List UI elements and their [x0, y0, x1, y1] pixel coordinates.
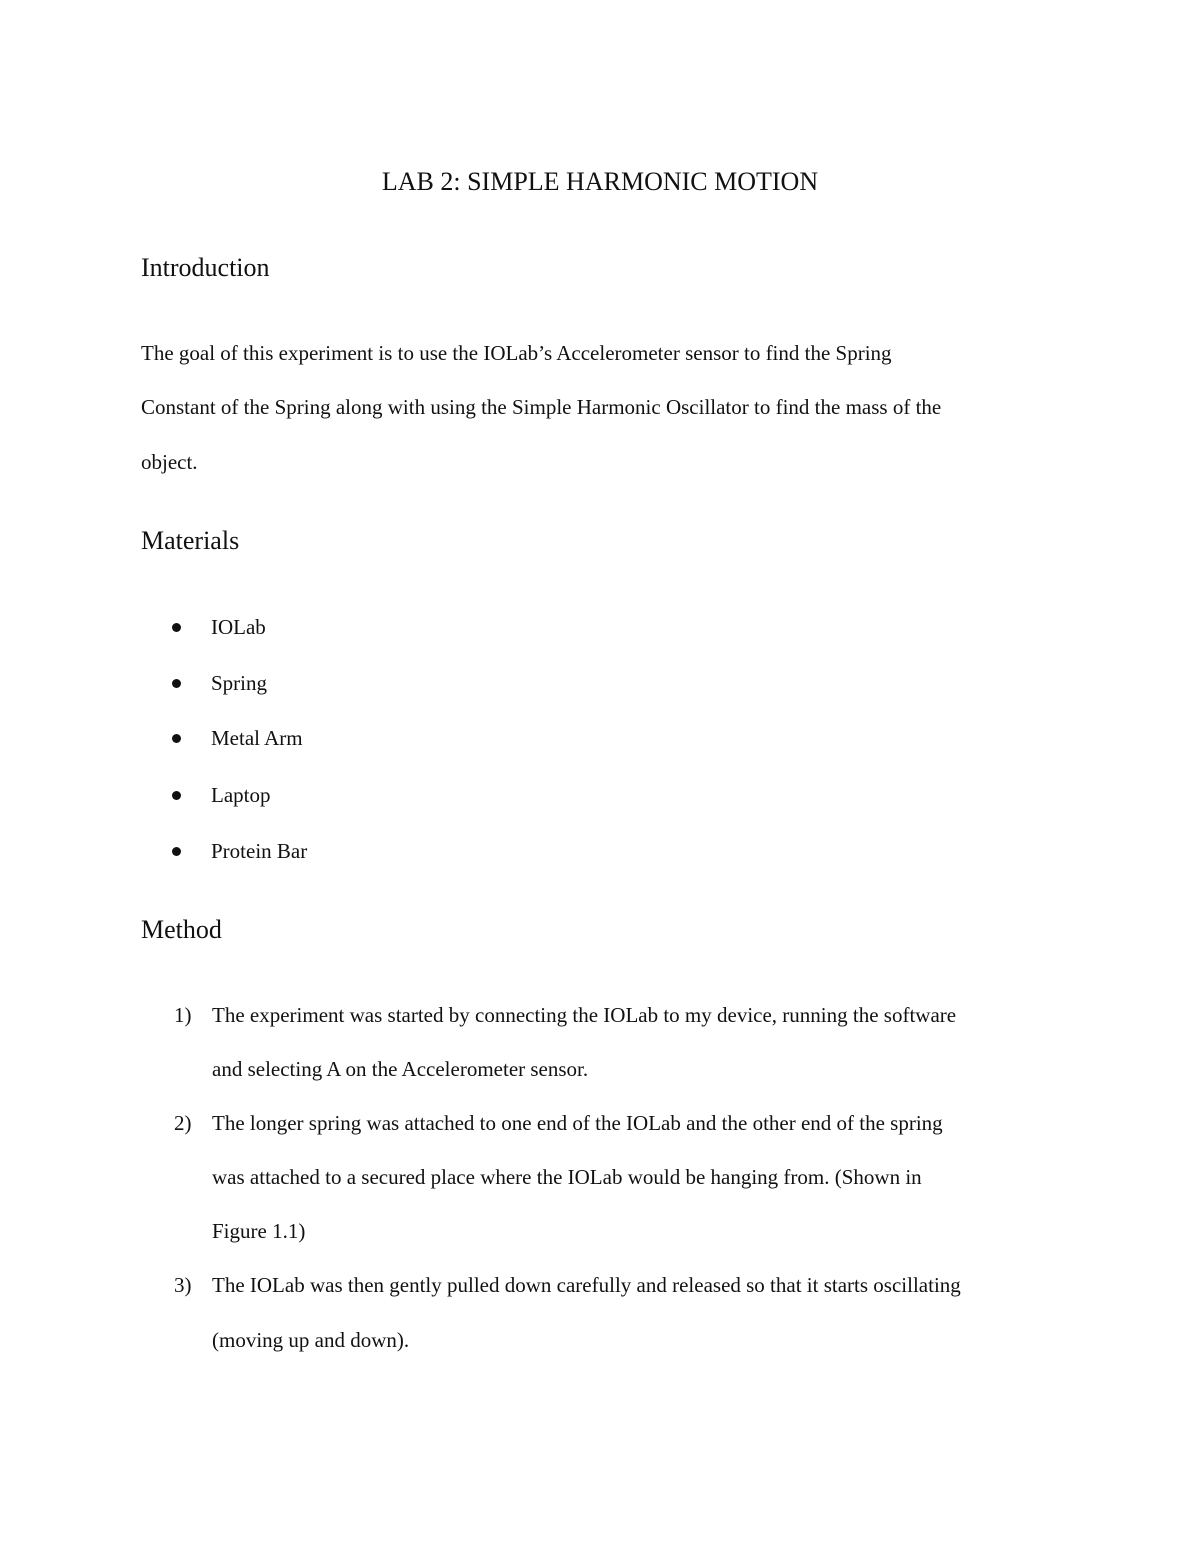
step-line: The IOLab was then gently pulled down carefully and released so that it starts oscillating	[212, 1273, 961, 1297]
bullet-icon	[172, 791, 181, 800]
material-item	[172, 724, 303, 752]
bullet-icon	[172, 679, 181, 688]
introduction-line-3: object.	[141, 450, 198, 474]
material-item	[172, 613, 266, 641]
bullet-icon	[172, 734, 181, 743]
method-heading: Method	[141, 915, 222, 944]
introduction-heading: Introduction	[141, 253, 270, 282]
material-item-label: Metal Arm	[211, 726, 303, 750]
document-title: LAB 2: SIMPLE HARMONIC MOTION	[381, 167, 819, 196]
bullet-icon	[172, 847, 181, 856]
step-line: was attached to a secured place where the IOLab would be hanging from. (Shown in	[212, 1165, 922, 1189]
material-item	[172, 837, 307, 865]
materials-heading: Materials	[141, 526, 240, 555]
material-item-label: IOLab	[211, 615, 266, 639]
step-line: The longer spring was attached to one end of the IOLab and the other end of the spring	[212, 1111, 943, 1135]
introduction-line-2: Constant of the Spring along with using the Simple Harmonic Oscillator to find the mass of the	[141, 395, 942, 419]
step-line: The experiment was started by connecting the IOLab to my device, running the software	[212, 1003, 957, 1027]
step-line: (moving up and down).	[212, 1328, 410, 1352]
step-number: 3)	[174, 1273, 192, 1297]
bullet-icon	[172, 623, 181, 632]
introduction-line-1: The goal of this experiment is to use the IOLab’s Accelerometer sensor to find the Spring	[141, 341, 892, 365]
step-number: 1)	[174, 1003, 192, 1027]
material-item-label: Protein Bar	[211, 839, 308, 863]
material-item	[172, 669, 267, 697]
method-step	[174, 1001, 956, 1029]
material-item-label: Laptop	[211, 783, 271, 807]
step-line: Figure 1.1)	[212, 1219, 306, 1243]
method-step	[174, 1109, 943, 1137]
material-item-label: Spring	[211, 671, 268, 695]
method-step	[174, 1271, 961, 1299]
step-number: 2)	[174, 1111, 192, 1135]
step-line: and selecting A on the Accelerometer sensor.	[212, 1057, 589, 1081]
material-item	[172, 781, 270, 809]
